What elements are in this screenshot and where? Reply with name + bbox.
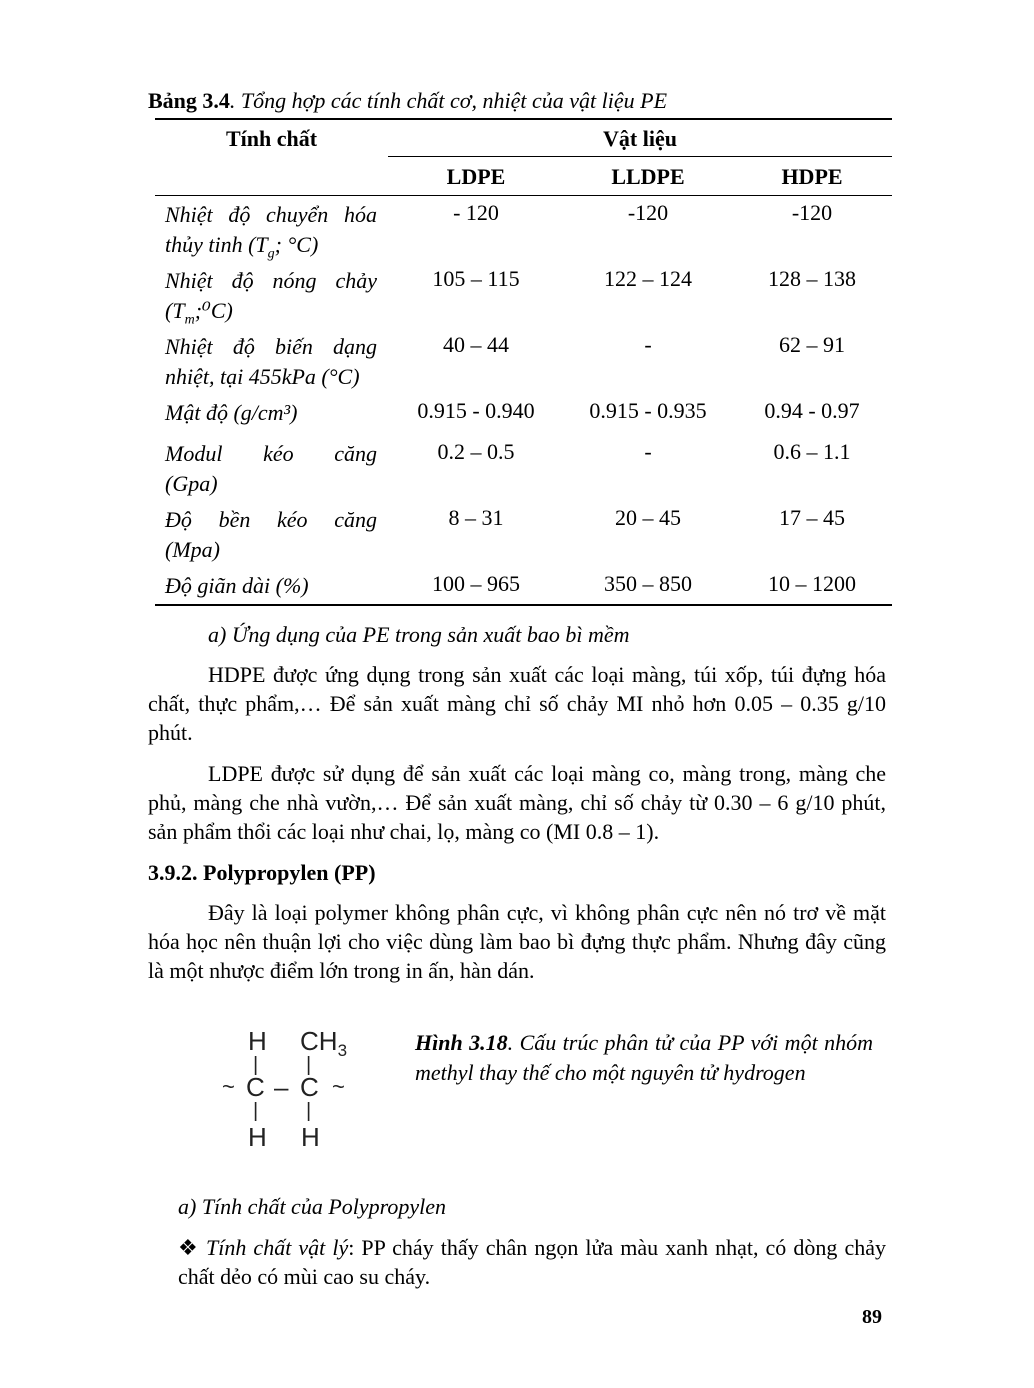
header-mid-rule bbox=[388, 156, 892, 157]
section-a-pe-applications: a) Ứng dụng của PE trong sản xuất bao bì mềm bbox=[208, 622, 630, 647]
row-7-hdpe: 10 – 1200 bbox=[768, 571, 856, 596]
row-3-property bbox=[165, 332, 377, 392]
bullet-physical-properties bbox=[178, 1233, 886, 1291]
row-2-hdpe: 128 – 138 bbox=[768, 266, 856, 291]
row-2-prop-line2: $(T_m;^0C)$ bbox=[165, 298, 233, 328]
structure-h-bottom-right: H bbox=[301, 1122, 320, 1152]
col-ldpe: LDPE bbox=[446, 164, 506, 189]
row-4-property: Mật độ (g/cm³) bbox=[165, 400, 298, 425]
diamond-bullet-icon: ❖ bbox=[178, 1235, 198, 1260]
paragraph-pp: Đây là loại polymer không phân cực, vì không phân cực nên nó trơ về mặt hóa học nên thuận lợi cho việc dùng làm bao bì đựng thực phẩm. Nhưng đây cũng là một nhược điểm lớn trong in ấn, hàn dán. bbox=[148, 900, 886, 983]
structure-tilde-left: ~ bbox=[222, 1074, 235, 1099]
header-material: Vật liệu bbox=[603, 126, 677, 151]
row-3-lldpe: - bbox=[644, 332, 652, 357]
structure-c-right: C bbox=[300, 1072, 319, 1102]
row-5-prop-line2: (Gpa) bbox=[165, 471, 218, 496]
row-2-ldpe: 105 – 115 bbox=[432, 266, 520, 291]
structure-tilde-right: ~ bbox=[332, 1074, 345, 1099]
row-3-prop-line1: Nhiệt độ biến dạng bbox=[165, 334, 377, 359]
col-lldpe: LLDPE bbox=[611, 164, 685, 189]
row-5-prop-line1: Modul kéo căng bbox=[165, 441, 377, 466]
table-top-rule bbox=[155, 118, 892, 120]
bullet-text: : PP cháy thấy chân ngọn lửa màu xanh nhạt, có dòng chảy chất dẻo có mùi cao su cháy. bbox=[178, 1235, 886, 1289]
heading-polypropylen: 3.9.2. Polypropylen (PP) bbox=[148, 860, 376, 885]
row-4-lldpe: 0.915 - 0.935 bbox=[589, 398, 707, 423]
row-7-ldpe: 100 – 965 bbox=[432, 571, 520, 596]
row-6-ldpe: 8 – 31 bbox=[448, 505, 504, 530]
figure-text: . Cấu trúc phân tử của PP với một nhóm methyl thay thế cho một nguyên tử hydrogen bbox=[415, 1030, 873, 1085]
structure-ch3: $CH_3$ bbox=[300, 1026, 348, 1061]
pp-structure-diagram bbox=[222, 1024, 372, 1154]
header-bottom-rule bbox=[155, 195, 892, 196]
caption-text: . Tổng hợp các tính chất cơ, nhiệt của vật liệu PE bbox=[229, 88, 668, 113]
row-3-ldpe: 40 – 44 bbox=[443, 332, 509, 357]
row-4-hdpe: 0.94 - 0.97 bbox=[764, 398, 860, 423]
row-1-ldpe: - 120 bbox=[453, 200, 499, 225]
row-1-property bbox=[165, 200, 377, 269]
structure-bond-bottom-right: | bbox=[306, 1100, 312, 1122]
row-5-property bbox=[165, 439, 377, 499]
row-5-ldpe: 0.2 – 0.5 bbox=[437, 439, 515, 464]
row-6-hdpe: 17 – 45 bbox=[779, 505, 845, 530]
row-1-lldpe: -120 bbox=[627, 200, 669, 225]
row-2-property bbox=[165, 266, 377, 335]
row-6-property bbox=[165, 505, 377, 565]
properties-table bbox=[155, 118, 892, 608]
header-property: Tính chất bbox=[225, 126, 318, 151]
row-6-lldpe: 20 – 45 bbox=[615, 505, 681, 530]
table-bottom-rule bbox=[155, 604, 892, 606]
row-7-property: Độ giãn dài (%) bbox=[165, 573, 309, 598]
row-2-prop-line1: Nhiệt độ nóng chảy bbox=[165, 268, 377, 293]
row-7-lldpe: 350 – 850 bbox=[604, 571, 692, 596]
structure-bond-bottom-left: | bbox=[253, 1100, 259, 1122]
structure-bond-cc: – bbox=[274, 1072, 289, 1102]
structure-bond-top-left: | bbox=[253, 1054, 259, 1076]
figure-label: Hình 3.18 bbox=[415, 1030, 508, 1055]
row-3-hdpe: 62 – 91 bbox=[779, 332, 845, 357]
structure-h-bottom-left: H bbox=[248, 1122, 267, 1152]
row-3-prop-line2: nhiệt, tại 455kPa (°C) bbox=[165, 364, 360, 389]
paragraph-ldpe: LDPE được sử dụng để sản xuất các loại màng co, màng trong, màng che phủ, màng che nhà vườn,… Để sản xuất màng, chỉ số chảy từ 0.30 – 6 g/10 phút, sản phẩm thổi các loại như chai, lọ, màng co (MI 0.8 – 1). bbox=[148, 761, 886, 844]
row-5-lldpe: - bbox=[644, 439, 652, 464]
row-6-prop-line2: (Mpa) bbox=[165, 537, 220, 562]
figure-caption bbox=[415, 1028, 873, 1088]
bullet-label: Tính chất vật lý bbox=[206, 1235, 349, 1260]
structure-c-left: C bbox=[246, 1072, 265, 1102]
row-1-prop-line2: thủy tinh ($T_g$; °C) bbox=[165, 232, 319, 262]
structure-bond-top-right: | bbox=[306, 1054, 312, 1076]
row-5-hdpe: 0.6 – 1.1 bbox=[773, 439, 851, 464]
row-1-hdpe: -120 bbox=[791, 200, 833, 225]
col-hdpe: HDPE bbox=[781, 164, 843, 189]
row-4-ldpe: 0.915 - 0.940 bbox=[417, 398, 535, 423]
page-number: 89 bbox=[862, 1306, 882, 1328]
row-2-lldpe: 122 – 124 bbox=[604, 266, 692, 291]
section-a-pp-properties: a) Tính chất của Polypropylen bbox=[178, 1194, 447, 1219]
table-caption bbox=[148, 88, 667, 114]
paragraph-hdpe: HDPE được ứng dụng trong sản xuất các loại màng, túi xốp, túi đựng hóa chất, thực phẩm,… Để sản xuất màng chỉ số chảy MI nhỏ hơn 0.05 – 0.35 g/10 phút. bbox=[148, 662, 886, 745]
structure-h-top-left: H bbox=[248, 1026, 267, 1056]
row-1-prop-line1: Nhiệt độ chuyển hóa bbox=[165, 202, 377, 227]
caption-label: Bảng 3.4 bbox=[148, 88, 230, 113]
row-6-prop-line1: Độ bền kéo căng bbox=[165, 507, 377, 532]
